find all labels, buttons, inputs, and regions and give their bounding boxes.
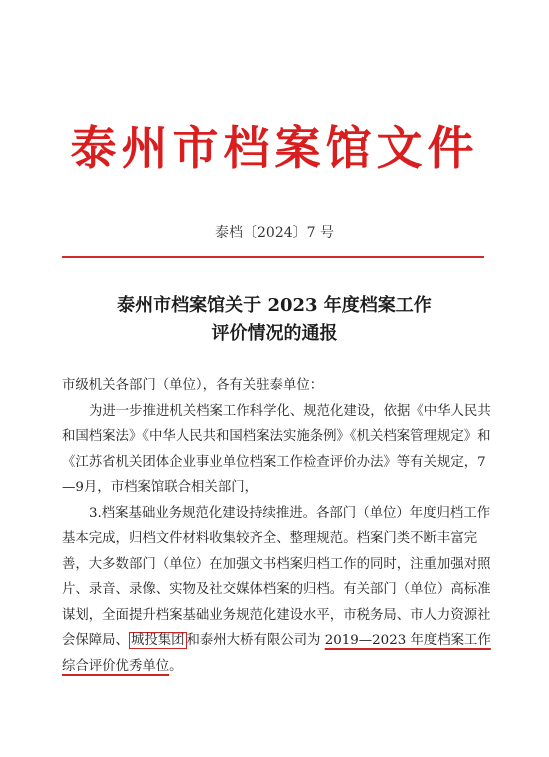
- highlight-underline-award: 2019—2023 年度档案工作综合评价优秀单位: [62, 633, 491, 674]
- document-title: [0, 292, 549, 348]
- paragraph-intro: 为进一步推进机关档案工作科学化、规范化建设，依据《中华人民共和国档案法》《中华人民共和国档案法实施条例》《机关档案管理规定》和《江苏省机关团体企业事业单位档案工作检查评价办法》等有关规定，7—9月，市档案馆联合相关部门，: [62, 403, 491, 495]
- paragraph-section-3-text: 3.档案基础业务规范化建设持续推进。各部门（单位）年度归档工作基本完成，归档文件材料收集较齐全、整理规范。档案门类不断丰富完善，大多数部门（单位）在加强文书档案归档工作的同时，注重加强对照片、录音、录像、实物及社交媒体档案的归档。有关部门（单位）高标准谋划，全面提升档案基础业务规范化建设水平，市税务局、市人力资源社会保障局、: [62, 505, 491, 648]
- document-number: 泰档〔2024〕7 号: [215, 225, 334, 241]
- paragraph-section-3: [62, 501, 494, 680]
- document-title-line-2: 评价情况的通报: [211, 323, 338, 344]
- header-title: 泰州市档案馆文件: [70, 121, 479, 175]
- red-divider-line: [62, 256, 484, 258]
- paragraph-section-3-end: 。: [169, 658, 183, 674]
- highlight-box-chengtou: 城投集团: [130, 633, 185, 648]
- document-body: [62, 373, 494, 679]
- salutation: 市级机关各部门（单位），各有关驻泰单位：: [62, 378, 324, 393]
- document-title-line-1: 泰州市档案馆关于 2023 年度档案工作: [117, 295, 432, 316]
- paragraph-section-3-mid: 和泰州大桥有限公司为: [186, 633, 325, 648]
